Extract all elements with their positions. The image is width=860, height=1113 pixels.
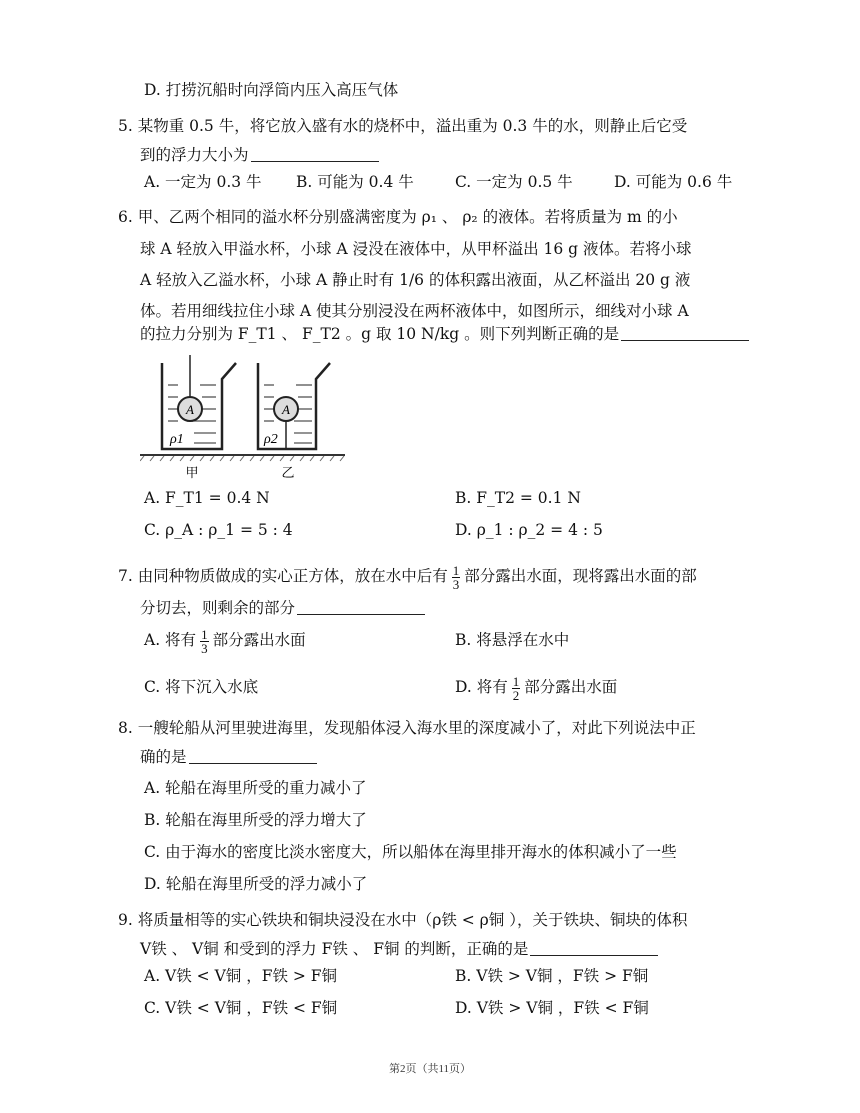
label-jia: 甲 — [185, 466, 199, 480]
q9-option-d: D. V铁 > V铜 ，F铁 < F铜 — [455, 999, 649, 1017]
rho1-label: ρ1 — [170, 432, 184, 447]
q7-option-d: D. 将有 $\frac{1}{2}$ 部分露出水面 — [455, 673, 618, 703]
q8-stem-line1: 8. 一艘轮船从河里驶进海里，发现船体浸入海水里的深度减小了，对此下列说法中正 — [118, 719, 696, 737]
q5-option-d: D. 可能为 0.6 牛 — [614, 173, 733, 191]
q7-option-b: B. 将悬浮在水中 — [455, 631, 570, 649]
q8-option-c: C. 由于海水的密度比淡水密度大，所以船体在海里排开海水的体积减小了一些 — [144, 843, 677, 861]
q8-option-b: B. 轮船在海里所受的浮力增大了 — [144, 811, 367, 829]
q7-stem-line1: 7. 由同种物质做成的实心正方体，放在水中后有 $\frac{1}{3}$ 部分露出水面，现将露出水面的部 — [118, 562, 697, 592]
answer-blank — [189, 747, 317, 764]
q7-option-c: C. 将下沉入水底 — [144, 678, 259, 696]
svg-text:A: A — [282, 402, 290, 417]
cup-yi — [258, 363, 330, 449]
q6-stem-line2: 球 A 轻放入甲溢水杯，小球 A 浸没在液体中，从甲杯溢出 16 g 液体。若将小球 — [140, 240, 692, 258]
q6-option-a: A. F_T1 = 0.4 N — [144, 489, 270, 507]
q7-stem-line2: 分切去，则剩余的部分 — [140, 598, 425, 618]
q6-stem-line1: 6. 甲、乙两个相同的溢水杯分别盛满密度为 ρ₁ 、 ρ₂ 的液体。若将质量为 m 的小 — [118, 208, 678, 226]
q6-stem-line4: 体。若用细线拉住小球 A 使其分别浸没在两杯液体中，如图所示，细线对小球 A — [140, 302, 689, 320]
q9-option-a: A. V铁 < V铜 ，F铁 > F铜 — [144, 967, 338, 985]
q7-option-a: A. 将有 $\frac{1}{3}$ 部分露出水面 — [144, 626, 306, 656]
page-footer: 第2页（共11页） — [388, 1063, 472, 1075]
q5-option-c: C. 一定为 0.5 牛 — [455, 173, 573, 191]
fraction-one-third: $\frac{1}{3}$ — [452, 562, 460, 592]
label-yi: 乙 — [281, 466, 295, 480]
q9-stem-line2: V铁 、 V铜 和受到的浮力 F铁 、 F铜 的判断，正确的是 — [140, 939, 658, 959]
q9-stem-line1: 9. 将质量相等的实心铁块和铜块浸没在水中（ρ铁 < ρ铜 ），关于铁块、铜块的体积 — [118, 911, 688, 929]
rho2-label: ρ2 — [264, 432, 278, 447]
cup-jia — [162, 355, 236, 449]
q6-option-c: C. ρ_A : ρ_1 = 5 : 4 — [144, 521, 293, 539]
q6-option-d: D. ρ_1 : ρ_2 = 4 : 5 — [455, 521, 603, 539]
q8-option-d: D. 轮船在海里所受的浮力减小了 — [144, 875, 368, 893]
q6-stem-line3: A 轻放入乙溢水杯，小球 A 静止时有 1/6 的体积露出液面，从乙杯溢出 20 g 液 — [140, 271, 691, 289]
q8-stem-line2: 确的是 — [140, 747, 317, 767]
q5-option-b: B. 可能为 0.4 牛 — [296, 173, 414, 191]
answer-blank — [297, 598, 425, 615]
answer-blank — [251, 145, 379, 162]
q5-stem-line1: 5. 某物重 0.5 牛，将它放入盛有水的烧杯中，溢出重为 0.3 牛的水，则静止后它受 — [118, 117, 688, 135]
q9-option-c: C. V铁 < V铜 ，F铁 < F铜 — [144, 999, 338, 1017]
q5-stem-line2: 到的浮力大小为 — [140, 145, 379, 165]
answer-blank — [530, 939, 658, 956]
q6-figure — [140, 355, 350, 480]
fraction-one-half: $\frac{1}{2}$ — [512, 673, 520, 703]
q9-option-b: B. V铁 > V铜 ，F铁 > F铜 — [455, 967, 649, 985]
q6-stem-line5: 的拉力分别为 F_T1 、 F_T2 。g 取 10 N/kg 。则下列判断正确的是 — [140, 324, 749, 344]
ball-label: A — [186, 402, 194, 417]
answer-blank — [621, 324, 749, 341]
q5-option-a: A. 一定为 0.3 牛 — [144, 173, 262, 191]
q4-option-d: D. 打捞沉船时向浮筒内压入高压气体 — [144, 81, 399, 99]
q6-option-b: B. F_T2 = 0.1 N — [455, 489, 581, 507]
q8-option-a: A. 轮船在海里所受的重力减小了 — [144, 779, 367, 797]
